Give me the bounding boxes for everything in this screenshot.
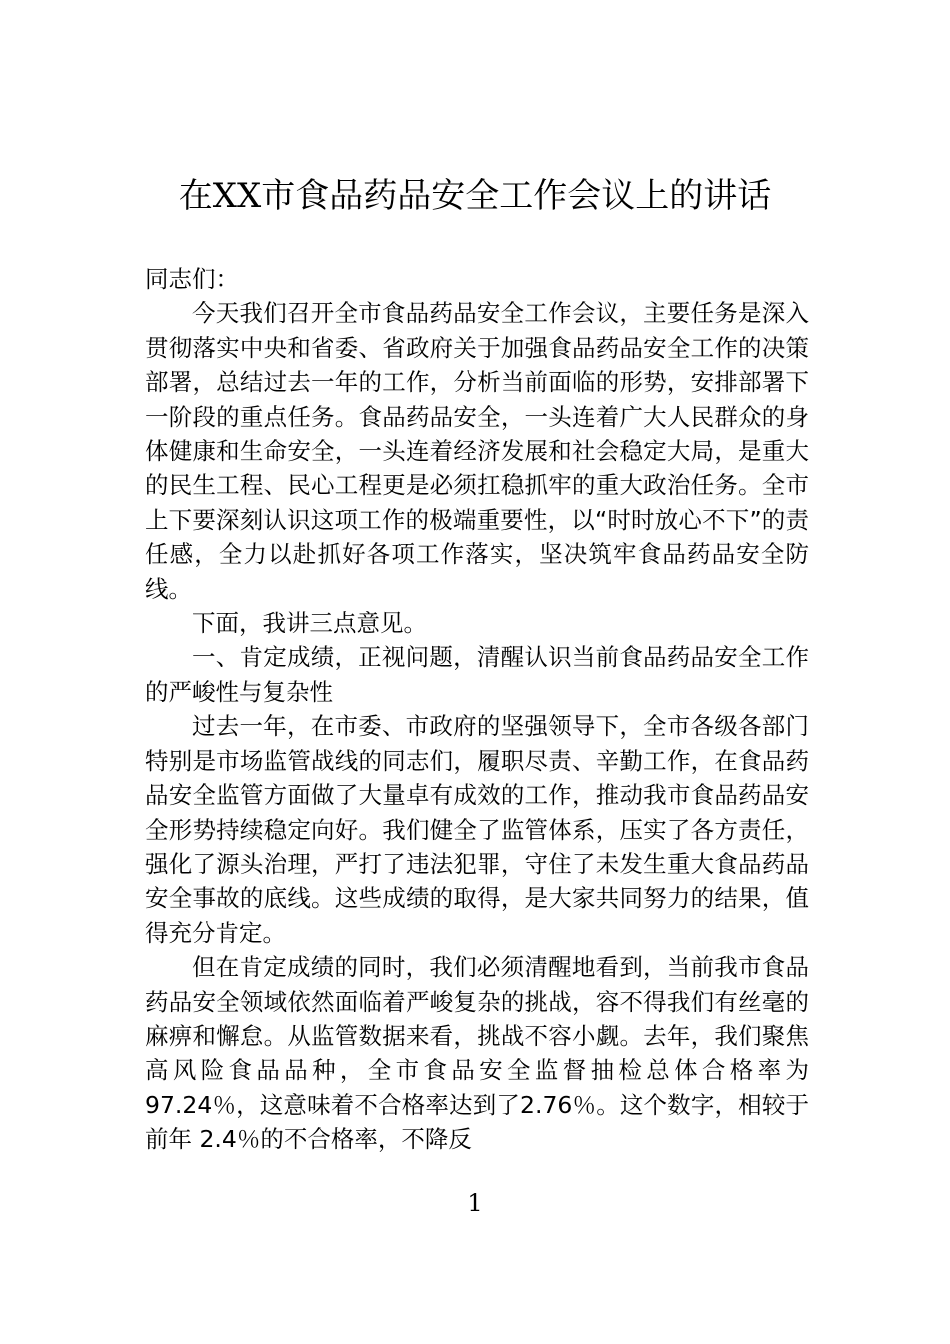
section-heading-1: 一、肯定成绩，正视问题，清醒认识当前食品药品安全工作的严峻性与复杂性 [145, 643, 809, 706]
paragraph-intro: 今天我们召开全市食品药品安全工作会议，主要任务是深入贯彻落实中央和省委、省政府关于加强食品药品安全工作的决策部署，总结过去一年的工作，分析当前面临的形势，安排部署下一阶段的重点任务。食品药品安全，一头连着广大人民群众的身体健康和生命安全，一头连着经济发展和社会稳定大局，是重大的民生工程、民心工程更是必须扛稳抓牢的重大政治任务。全市上下要深刻认识这项工作的极端重要性，以“时时放心不下”的责任感，全力以赴抓好各项工作落实，坚决筑牢食品药品安全防线。 [145, 299, 809, 603]
salutation: 同志们： [145, 265, 239, 293]
paragraph-transition: 下面，我讲三点意见。 [192, 609, 427, 638]
paragraph-achievements: 过去一年，在市委、市政府的坚强领导下，全市各级各部门特别是市场监管战线的同志们，履职尽责、辛勤工作，在食品药品安全监管方面做了大量卓有成效的工作，推动我市食品药品安全形势持续稳定向好。我们健全了监管体系，压实了各方责任，强化了源头治理，严打了违法犯罪，守住了未发生重大食品药品安全事故的底线。这些成绩的取得，是大家共同努力的结果，值得充分肯定。 [145, 712, 809, 947]
page-title: 在XX市食品药品安全工作会议上的讲话 [178, 176, 772, 216]
document-body [145, 262, 809, 1157]
paragraph-challenges: 但在肯定成绩的同时，我们必须清醒地看到，当前我市食品药品安全领域依然面临着严峻复杂的挑战，容不得我们有丝毫的麻痹和懈怠。从监管数据来看，挑战不容小觑。去年，我们聚焦高风险食品品种，全市食品安全监督抽检总体合格率为 97.24％，这意味着不合格率达到了2.76％。这个数字，相较于前年 2.4％的不合格率，不降反 [145, 953, 809, 1154]
page-number: 1 [467, 1189, 483, 1217]
